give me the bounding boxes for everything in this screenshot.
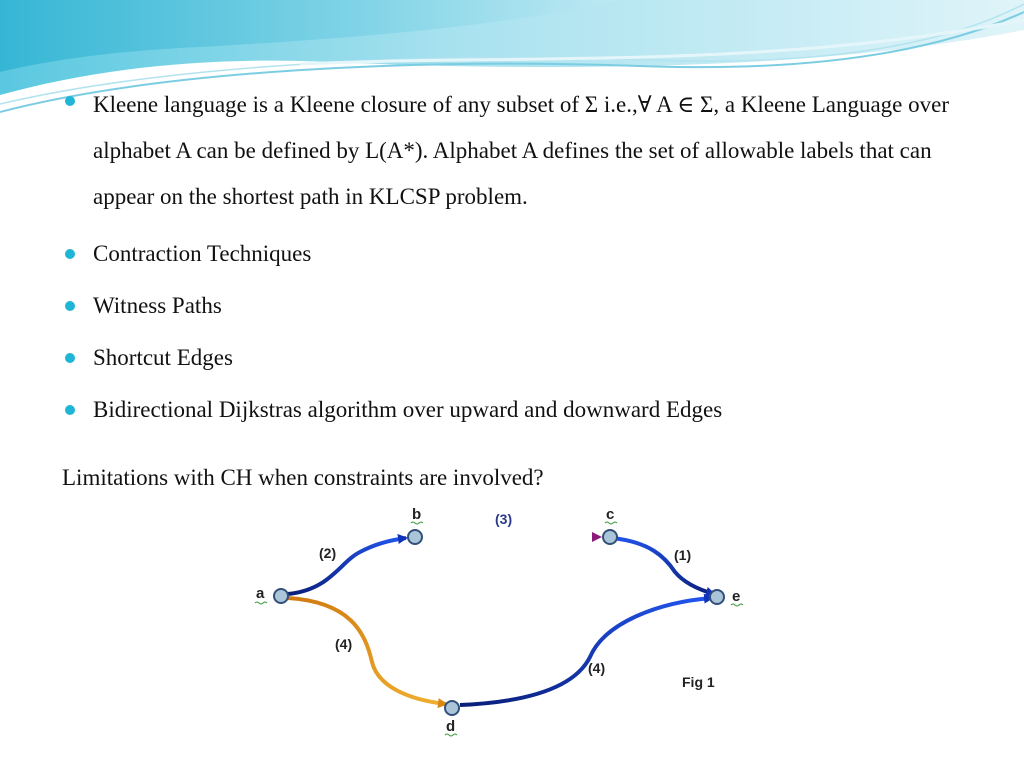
bullet-item-contraction-techniques [62, 236, 962, 272]
edge-label-b-c: (3) [495, 511, 513, 527]
graph-figure [180, 502, 758, 742]
node-b [408, 530, 422, 544]
edge-d-e [460, 598, 712, 705]
bullet-text: Shortcut Edges [93, 345, 233, 370]
limitations-text: Limitations with CH when constraints are involved? [62, 465, 544, 490]
bullet-dot-icon [65, 353, 75, 363]
node-label-a: a [256, 585, 265, 602]
edge-c-e [612, 538, 714, 594]
bullet-text: Contraction Techniques [93, 241, 312, 266]
bullet-text: Bidirectional Dijkstras algorithm over upward and downward Edges [93, 397, 723, 422]
edge-label-a-b: (2) [319, 545, 337, 561]
node-label-b: b [412, 506, 422, 523]
node-label-e: e [732, 588, 741, 605]
node-d [445, 701, 459, 715]
edge-a-b [288, 538, 406, 594]
bullet-item-kleene-language [62, 82, 962, 220]
bullet-item-bidirectional-dijkstra [62, 392, 962, 428]
node-a [274, 589, 288, 603]
bullet-dot-icon [65, 405, 75, 415]
edge-label-c-e: (1) [674, 547, 692, 563]
bullet-dot-icon [65, 301, 75, 311]
figure-caption: Fig 1 [682, 674, 715, 690]
edge-label-a-d: (4) [335, 636, 353, 652]
node-e [710, 590, 724, 604]
bullet-item-shortcut-edges [62, 340, 962, 376]
bullet-item-witness-paths [62, 288, 962, 324]
node-label-c: c [606, 506, 615, 523]
node-c [603, 530, 617, 544]
bullet-dot-icon [65, 96, 75, 106]
graph-svg [180, 502, 758, 742]
bullet-dot-icon [65, 249, 75, 259]
edge-a-d [288, 598, 446, 704]
squiggle-underline [255, 602, 267, 604]
bullet-list [62, 82, 962, 444]
bullet-text: Witness Paths [93, 293, 222, 318]
bullet-text: Kleene language is a Kleene closure of any subset of Σ i.e.,∀ A ∈ Σ, a Kleene Language over alphabet A can be defined by L(A*). Alphabet A defines the set of allowable labels that can appear on the shortest path in KLCSP problem. [93, 92, 949, 209]
node-label-d: d [446, 718, 456, 735]
edge-label-d-e: (4) [588, 660, 606, 676]
